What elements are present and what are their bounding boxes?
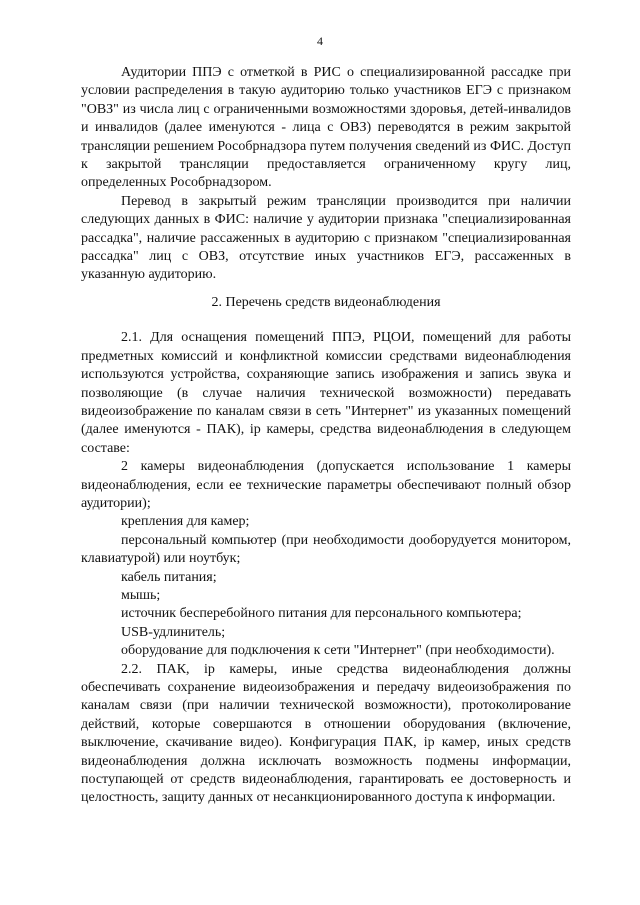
spacer <box>81 312 571 329</box>
list-item-ups: источник бесперебойного питания для персонального компьютера; <box>121 606 522 622</box>
list-item-cameras: 2 камеры видеонаблюдения (допускается использование 1 камеры видеонаблюдения, если ее технические параметры обеспечивают полный обзор аудитории); <box>81 459 571 511</box>
list-item-power-cable: кабель питания; <box>121 569 217 585</box>
list-item-camera-mounts: крепления для камер; <box>121 514 250 530</box>
page-number: 4 <box>317 34 323 48</box>
document-body <box>81 64 571 808</box>
list-item-mouse: мышь; <box>121 587 161 603</box>
list-item-usb-extender: USB-удлинитель; <box>121 624 226 640</box>
list-item-computer: персональный компьютер (при необходимости дооборудуется монитором, клавиатурой) или ноутбук; <box>81 532 571 567</box>
list-item-network-equipment: оборудование для подключения к сети "Интернет" (при необходимости). <box>121 643 555 659</box>
section-heading: 2. Перечень средств видеонаблюдения <box>211 294 441 310</box>
paragraph-closed-broadcast-rooms: Аудитории ППЭ с отметкой в РИС о специализированной рассадке при условии распределения в такую аудиторию только участников ЕГЭ с признаком "ОВЗ" из числа лиц с ограниченными возможностями здоровья, детей-инвалидов и инвалидов (далее именуются - лица с ОВЗ) переводятся в режим закрытой трансляции решением Рособрнадзора путем получения сведений из ФИС. Доступ к закрытой трансляции предоставляется ограниченному кругу лиц, определенных Рособрнадзором. <box>81 65 571 191</box>
paragraph-2-1: 2.1. Для оснащения помещений ППЭ, РЦОИ, помещений для работы предметных комиссий и конфликтной комиссии средствами видеонаблюдения используются устройства, сохраняющие запись изображения и запись звука и позволяющие (в случае наличия технической возможности) передавать видеоизображение по каналам связи в сеть "Интернет" из указанных помещений (далее именуются - ПАК), ip камеры, средства видеонаблюдения в следующем составе: <box>81 330 571 456</box>
paragraph-2-2: 2.2. ПАК, ip камеры, иные средства видеонаблюдения должны обеспечивать сохранение видеоизображения и передачу видеоизображения по каналам связи (при наличии технической возможности), протоколирование действий, которые совершаются в отношении оборудования (включение, выключение, скачивание видео). Конфигурация ПАК, ip камер, иных средств видеонаблюдения должна исключать возможность подмены информации, поступающей от средств видеонаблюдения, гарантировать ее достоверность и целостность, защиту данных от несанкционированного доступа к информации. <box>81 661 571 806</box>
spacer <box>81 285 571 294</box>
paragraph-closed-mode-conditions: Перевод в закрытый режим трансляции производится при наличии следующих данных в ФИС: наличие у аудитории признака "специализированная рассадка", наличие рассаженных в аудиторию с признаком "специализированная рассадка" лиц с ОВЗ, отсутствие иных участников ЕГЭ, рассаженных в указанную аудиторию. <box>81 193 571 283</box>
